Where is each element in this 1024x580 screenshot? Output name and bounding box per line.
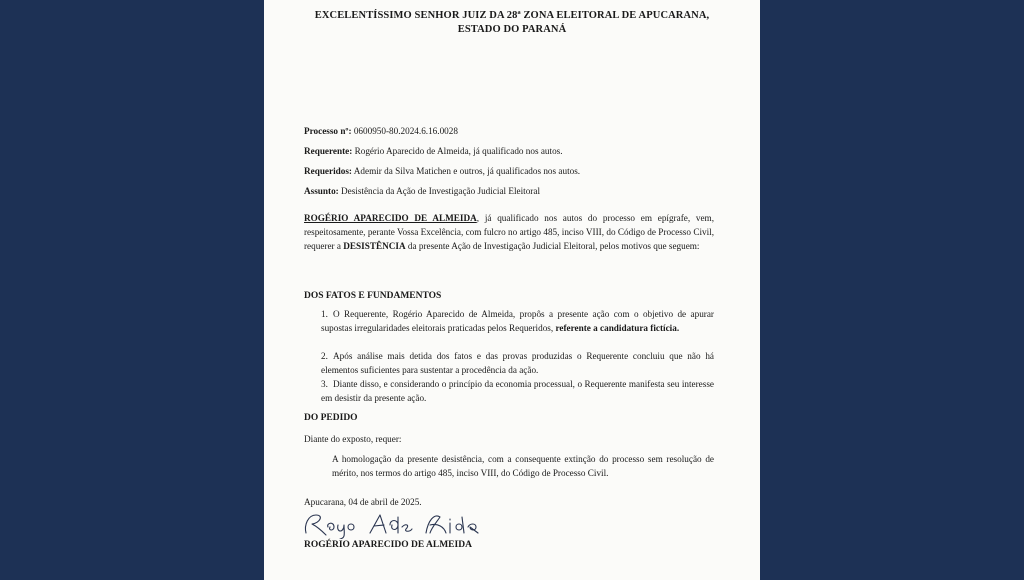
place-and-date: Apucarana, 04 de abril de 2025. (304, 497, 422, 507)
subject: Assunto: Desistência da Ação de Investigação Judicial Eleitoral (304, 186, 540, 196)
section-request-heading: DO PEDIDO (304, 413, 358, 423)
request-text: A homologação da presente desistência, com a consequente extinção do processo sem resolução de mérito, nos termos do artigo 485, inciso VIII, do Código de Processo Civil. (332, 454, 714, 478)
court-address-line2: ESTADO DO PARANÁ (457, 24, 567, 35)
document-page (264, 0, 760, 580)
section-facts-heading: DOS FATOS E FUNDAMENTOS (304, 291, 442, 301)
handwritten-signature (300, 505, 530, 539)
fact-item: 3. Diante disso, e considerando o princípio da economia processual, o Requerente manifesta seu interesse em desistir da presente ação. (321, 379, 714, 403)
fact-item: 1. O Requerente, Rogério Aparecido de Almeida, propôs a presente ação com o objetivo de apurar supostas irregularidades eleitorais praticadas pelos Requeridos, referente a candidatura fictícia. (321, 309, 714, 333)
plaintiff: Requerente: Rogério Aparecido de Almeida, já qualificado nos autos. (304, 146, 563, 156)
fact-item: 2. Após análise mais detida dos fatos e das provas produzidas o Requerente concluiu que não há elementos suficientes para sustentar a procedência da ação. (321, 351, 714, 375)
defendants: Requeridos: Ademir da Silva Matichen e outros, já qualificados nos autos. (304, 166, 581, 176)
court-address-line1: EXCELENTÍSSIMO SENHOR JUIZ DA 28ª ZONA ELEITORAL DE APUCARANA, (314, 10, 710, 21)
process-number: Processo nº: 0600950-80.2024.6.16.0028 (304, 126, 458, 136)
signer-name: ROGÉRIO APARECIDO DE ALMEIDA (304, 540, 472, 550)
intro-paragraph: ROGÉRIO APARECIDO DE ALMEIDA, já qualificado nos autos do processo em epígrafe, vem, respeitosamente, perante Vossa Excelência, com fulcro no artigo 485, inciso VIII, do Código de Processo Civil, requerer a DESISTÊNCIA da presente Ação de Investigação Judicial Eleitoral, pelos motivos que seguem: (304, 213, 714, 252)
request-intro: Diante do exposto, requer: (304, 434, 402, 444)
